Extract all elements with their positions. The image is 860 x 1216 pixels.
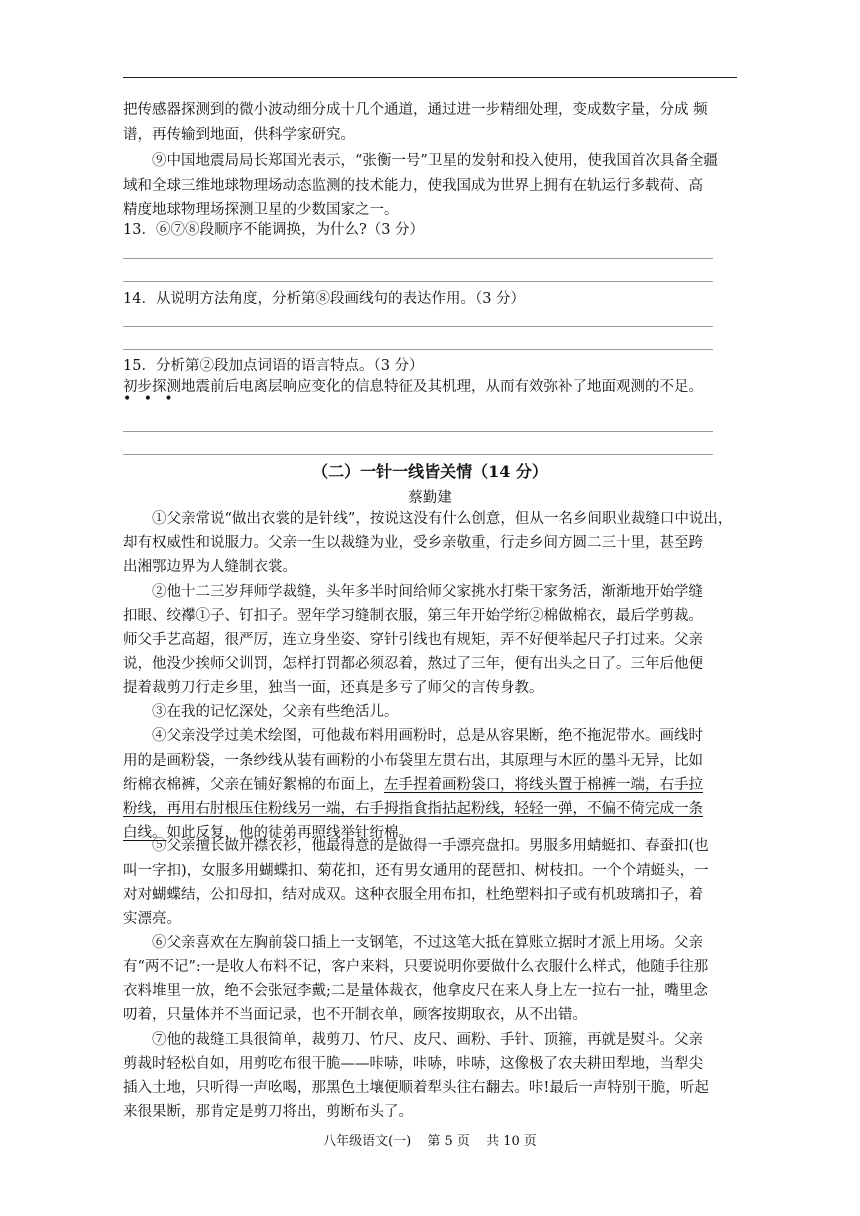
paragraph-2-line: 扣眼、绞襻①子、钉扣子。翌年学习缝制衣服，第三年开始学绗②棉做棉衣，最后学剪裁。 [123,608,703,624]
section-title: （二）一针一线皆关情（14 分） [312,462,548,481]
paragraph-7-line: 插入土地，只听得一声吆喝，那黑色土壤便顺着犁头往右翻去。咔!最后一声特别干脆，听起 [123,1080,709,1096]
paragraph-4-line: ④父亲没学过美术绘图，可他裁布料用画粉时，总是从容果断，绝不拖泥带水。画线时 [152,728,703,744]
header-rule [123,77,737,78]
paragraph-9-line: 域和全球三维地球物理场动态监测的技术能力，使我国成为世界上拥有在轨运行多载荷、高 [123,178,703,194]
text-line: 把传感器探测到的微小波动细分成十几个通道，通过进一步精细处理，变成数字量，分成 频 [123,102,708,118]
paragraph-4-line: 用的是画粉袋，一条纱线从装有画粉的小布袋里左贯右出，其原理与木匠的墨斗无异，比如 [123,753,703,769]
underlined-sentence: 粉线，再用右肘根压住粉线另一端，右手拇指食指拈起粉线，轻轻一弹，不偏不倚完成一条 [123,801,703,817]
paragraph-6-line: ⑥父亲喜欢在左胸前袋口插上一支钢笔，不过这笔大抵在算账立据时才派上用场。父亲 [152,935,703,951]
paragraph-1-line: 出湘鄂边界为人缝制衣裳。 [123,559,297,575]
paragraph-5-line: 实漂亮。 [123,911,181,927]
paragraph-7-line: ⑦他的裁缝工具很简单，裁剪刀、竹尺、皮尺、画粉、手针、顶箍，再就是熨斗。父亲 [152,1032,703,1048]
emphasis-dots: • • • [123,391,177,407]
underlined-sentence: 白线。 [123,825,167,841]
answer-line[interactable] [123,349,713,350]
paragraph-6-line: 有“两不记”:一是收人布料不记，客户来料，只要说明你要做什么衣服什么样式，他随手往那 [123,959,709,975]
question-13: 13．⑥⑦⑧段顺序不能调换，为什么?（3 分） [123,222,425,238]
paragraph-4-line [123,775,748,795]
paragraph-7-line: 来很果断，那肯定是剪刀将出，剪断布头了。 [123,1104,413,1120]
paragraph-2-line: 提着裁剪刀行走乡里，独当一面，还真是多亏了师父的言传身教。 [123,680,544,696]
paragraph-5-line: 对对蝴蝶结，公扣母扣，结对成双。这种衣服全用布扣，杜绝塑料扣子或有机玻璃扣子，着 [123,887,703,903]
answer-line[interactable] [123,326,713,327]
paragraph-3: ③在我的记忆深处，父亲有些绝活儿。 [152,704,399,720]
paragraph-1-line: 却有权威性和说服力。父亲一生以裁缝为业，受乡亲敬重，行走乡间方圆二三十里，甚至跨 [123,535,703,551]
underlined-sentence: 左手捏着画粉袋口，将线头置于棉裤一端，右手拉 [384,777,703,793]
footer-subject: 八年级语文(一) [323,1134,412,1149]
plain-text: 如此反复，他的徒弟再照线举针绗棉。 [166,825,413,841]
question-15-quote: 初步探测地震前后电离层响应变化的信息特征及其机理，从而有效弥补了地面观测的不足。 [123,379,703,395]
paragraph-4-line [123,799,748,819]
paragraph-2-line: ②他十二三岁拜师学裁缝，头年多半时间给师父家挑水打柴干家务活，渐渐地开始学缝 [152,584,703,600]
footer-page-number: 第 5 页 [427,1134,470,1149]
author-name: 蔡勤建 [408,490,452,506]
question-15: 15．分析第②段加点词语的语言特点。（3 分） [123,358,424,374]
paragraph-6-line: 叨着，只量体并不当面记录，也不开制衣单，顾客按期取衣，从不出错。 [123,1007,587,1023]
paragraph-2-line: 说，他没少挨师父训罚，怎样打罚都必须忍着，熬过了三年，便有出头之日了。三年后他便 [123,656,703,672]
paragraph-7-line: 剪裁时轻松自如，用剪吃布很干脆——咔哧，咔哧，咔哧，这像极了农夫耕田犁地，当犁尖 [123,1056,703,1072]
footer-total-pages: 共 10 页 [486,1134,537,1149]
paragraph-2-line: 师父手艺高超，很严厉，连立身坐姿、穿针引线也有规矩，弄不好便举起尺子打过来。父亲 [123,632,703,648]
plain-text: 绗棉衣棉裤，父亲在铺好絮棉的布面上， [123,777,384,793]
paragraph-5-line: 叫一字扣)，女服多用蝴蝶扣、菊花扣，还有男女通用的琵琶扣、树枝扣。一个个靖蜓头，一 [123,863,709,879]
answer-line[interactable] [123,258,713,259]
answer-line[interactable] [123,454,713,455]
text-line: 谱，再传输到地面，供科学家研究。 [123,127,355,143]
paragraph-1-line: ①父亲常说“做出衣裳的是针线”，按说这没有什么创意，但从一名乡间职业裁缝口中说出， [152,511,733,527]
paragraph-6-line: 衣料堆里一放，绝不会张冠李戴;二是量体裁衣，他拿皮尺在来人身上左一拉右一扯，嘴里念 [123,983,708,999]
answer-line[interactable] [123,431,713,432]
question-14: 14．从说明方法角度，分析第⑧段画线句的表达作用。（3 分） [123,291,526,307]
page-footer [0,1130,860,1149]
paragraph-9-line: ⑨中国地震局局长郑国光表示，“张衡一号”卫星的发射和投入使用，使我国首次具备全疆 [152,153,718,169]
paragraph-5-line: ⑤父亲擅长做开襟衣衫，他最得意的是做得一手漂亮盘扣。男服多用蜻蜓扣、春蚕扣(也 [152,838,709,854]
answer-line[interactable] [123,281,713,282]
paragraph-9-line: 精度地球物理场探测卫星的少数国家之一。 [123,202,399,218]
